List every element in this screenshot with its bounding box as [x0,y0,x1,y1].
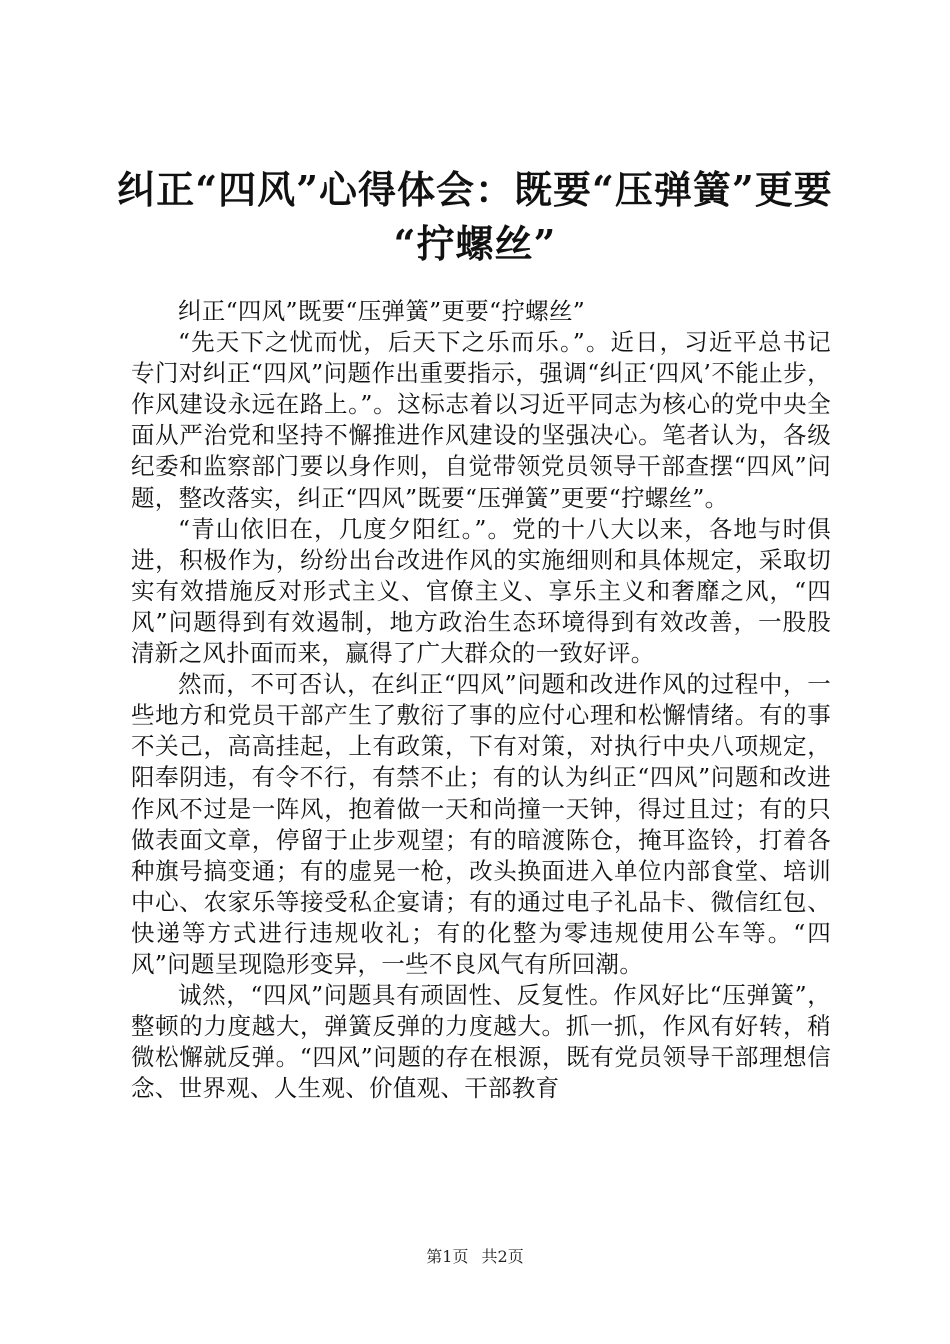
paragraph-subtitle: 纠正“四风”既要“压弹簧”更要“拧螺丝” [178,297,586,325]
paragraph: 诚然，“四风”问题具有顽固性、反复性。作风好比“压弹簧”，整顿的力度越大，弹簧反弹的力度越大。抓一抓，作风有好转，稍微松懈就反弹。“四风”问题的存在根源，既有党员领导干部理想信念、世界观、人生观、价值观、干部教育 [131,981,831,1103]
document-title-line1: 纠正“四风”心得体会：既要“压弹簧”更要 [117,167,833,212]
page-number-current: 第1页 [426,1247,469,1266]
document-body [131,296,831,1104]
page-number-total: 共2页 [481,1247,524,1266]
page-footer [0,1244,950,1267]
document-title-line2: “拧螺丝” [393,221,557,266]
paragraph: “先天下之忧而忧，后天下之乐而乐。”。近日，习近平总书记专门对纠正“四风”问题作出重要指示，强调“纠正‘四风’不能止步，作风建设永远在路上。”。这标志着以习近平同志为核心的党中央全面从严治党和坚持不懈推进作风建设的坚强决心。笔者认为，各级纪委和监察部门要以身作则，自觉带领党员领导干部查摆“四风”问题，整改落实，纠正“四风”既要“压弹簧”更要“拧螺丝”。 [131,328,831,512]
paragraph: 然而，不可否认，在纠正“四风”问题和改进作风的过程中，一些地方和党员干部产生了敷衍了事的应付心理和松懈情绪。有的事不关己，高高挂起，上有政策，下有对策，对执行中央八项规定，阳奉阴违，有令不行，有禁不止；有的认为纠正“四风”问题和改进作风不过是一阵风，抱着做一天和尚撞一天钟，得过且过；有的只做表面文章，停留于止步观望；有的暗渡陈仓，掩耳盗铃，打着各种旗号搞变通；有的虚晃一枪，改头换面进入单位内部食堂、培训中心、农家乐等接受私企宴请；有的通过电子礼品卡、微信红包、快递等方式进行违规收礼；有的化整为零违规使用公车等。“四风”问题呈现隐形变异，一些不良风气有所回潮。 [131,670,831,978]
paragraph: “青山依旧在，几度夕阳红。”。党的十八大以来，各地与时俱进，积极作为，纷纷出台改进作风的实施细则和具体规定，采取切实有效措施反对形式主义、官僚主义、享乐主义和奢靡之风，“四风”问题得到有效遏制，地方政治生态环境得到有效改善，一股股清新之风扑面而来，赢得了广大群众的一致好评。 [131,514,831,668]
